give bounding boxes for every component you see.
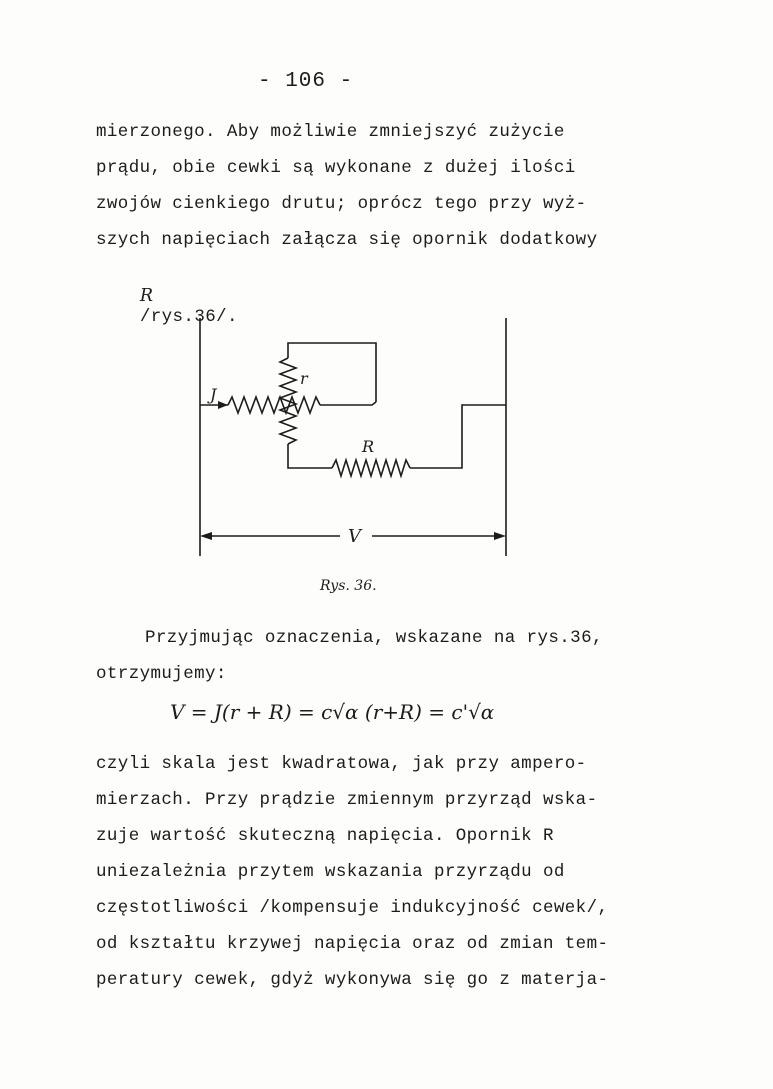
text-line: częstotliwości /kompensuje indukcyjność cewek/, (96, 898, 609, 918)
figure-caption: Rys. 36. (320, 578, 377, 594)
coil-horizontal (228, 397, 320, 413)
text-line: szych napięciach załącza się opornik dodatkowy (96, 230, 598, 250)
text-line: mierzonego. Aby możliwie zmniejszyć zużycie (96, 122, 565, 142)
label-voltage: V (348, 526, 361, 547)
arrowhead-right (494, 532, 506, 540)
text-line: peratury cewek, gdyż wykonywa się go z materja- (96, 970, 609, 990)
text-line: uniezależnia przytem wskazania przyrządu od (96, 862, 565, 882)
arrowhead-left (200, 532, 212, 540)
label-r: r (300, 369, 308, 388)
figure-reference: /rys.36/. (139, 307, 238, 327)
text-line: zwojów cienkiego drutu; oprócz tego przy wyż- (96, 194, 587, 214)
text-line: od kształtu krzywej napięcia oraz od zmian tem- (96, 934, 609, 954)
wire-to-R (288, 444, 332, 468)
wire-coil-to-r (320, 402, 376, 405)
text-line: prądu, obie cewki są wykonane z dużej ilości (96, 158, 576, 178)
resistor-symbol: R (139, 286, 154, 306)
label-current: J (210, 385, 217, 404)
page-number: - 106 - (258, 70, 354, 93)
current-arrowhead (218, 401, 228, 409)
text-line: zuje wartość skuteczną napięcia. Opornik R (96, 826, 554, 846)
wire-R-to-terminal (410, 405, 506, 468)
text-line: otrzymujemy: (96, 664, 227, 684)
text-line: mierzach. Przy prądzie zmiennym przyrząd wska- (96, 790, 598, 810)
resistor-R (332, 460, 410, 476)
text-line: czyli skala jest kwadratowa, jak przy ampero- (96, 754, 587, 774)
label-R: R (362, 437, 375, 456)
text-line: Przyjmując oznaczenia, wskazane na rys.36, (145, 628, 603, 648)
formula: V = J(r + R) = c√α (r+R) = c'√α (170, 700, 495, 724)
